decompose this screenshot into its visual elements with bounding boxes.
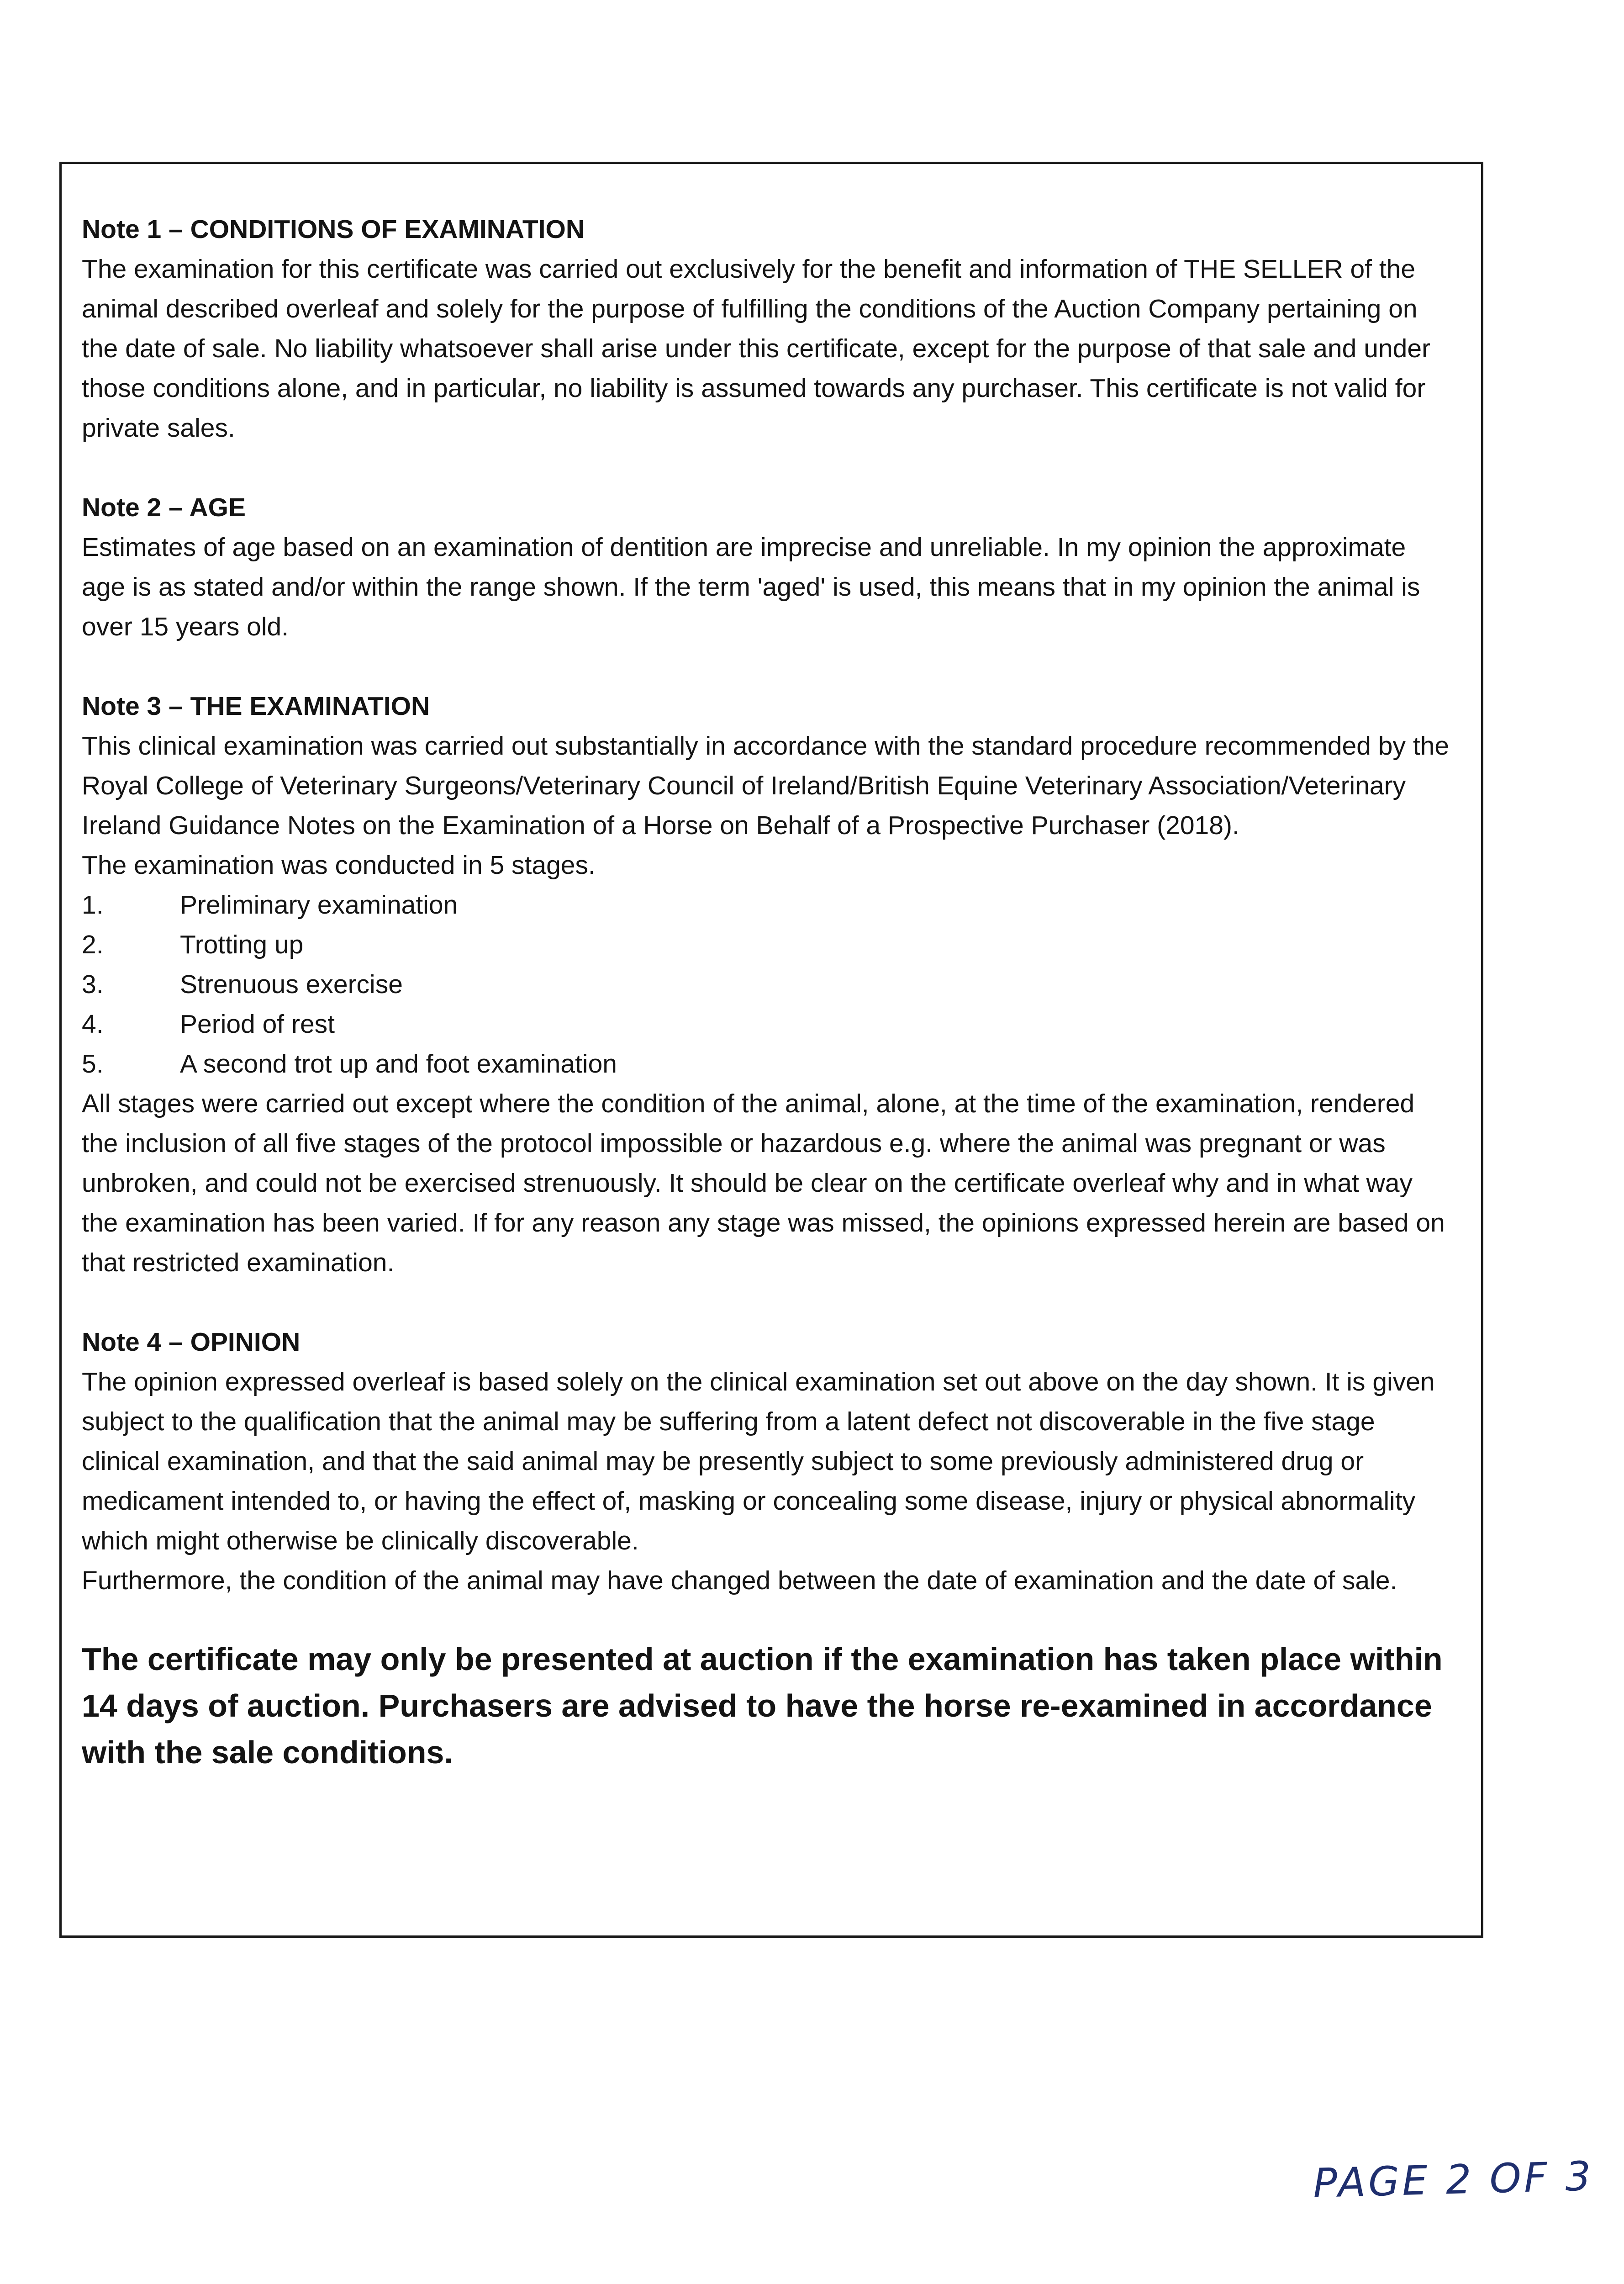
final-statement: The certificate may only be presented at auction if the examination has taken place within 14 days of auction. Purchasers are advised to have the horse re-examined in accordance with the sale conditions. (82, 1641, 1443, 1770)
note-1 (82, 210, 1452, 448)
note-1-heading: Note 1 – CONDITIONS OF EXAMINATION (82, 215, 585, 244)
stage-label: Trotting up (180, 930, 304, 959)
stage-item (82, 1005, 1452, 1044)
stage-list (82, 885, 1452, 1084)
stage-item (82, 1044, 1452, 1084)
note-2-heading: Note 2 – AGE (82, 493, 246, 522)
note-3-intro: This clinical examination was carried out substantially in accordance with the standard procedure recommended by the Royal College of Veterinary Surgeons/Veterinary Council of Ireland/British Equine Veterinary Association/Veterinary Ireland Guidance Notes on the Examination of a Horse on Behalf of a Prospective Purchaser (2018). (82, 731, 1450, 840)
stage-label: Period of rest (180, 1010, 335, 1039)
stage-label: Preliminary examination (180, 890, 458, 920)
note-2 (82, 488, 1452, 647)
stage-number: 2. (82, 930, 104, 959)
note-3 (82, 687, 1452, 1283)
note-1-body: The examination for this certificate was carried out exclusively for the benefit and information of THE SELLER of the animal described overleaf and solely for the purpose of fulfilling the conditions of the Auction Company pertaining on the date of sale. No liability whatsoever shall arise under this certificate, except for the purpose of that sale and under those conditions alone, and in particular, no liability is assumed towards any purchaser. This certificate is not valid for private sales. (82, 254, 1431, 443)
conditions-content (82, 210, 1452, 1776)
note-4-heading: Note 4 – OPINION (82, 1327, 301, 1357)
note-4-body-2: Furthermore, the condition of the animal may have changed between the date of examination and the date of sale. (82, 1566, 1397, 1595)
stage-item (82, 965, 1452, 1005)
stage-item (82, 925, 1452, 965)
note-3-stages-intro: The examination was conducted in 5 stages. (82, 851, 596, 880)
note-4 (82, 1322, 1452, 1601)
stage-item (82, 885, 1452, 925)
note-3-heading: Note 3 – THE EXAMINATION (82, 692, 430, 721)
conditions-box (59, 162, 1483, 1938)
stage-number: 1. (82, 890, 104, 920)
stage-number: 4. (82, 1010, 104, 1039)
stage-label: Strenuous exercise (180, 970, 403, 999)
stage-label: A second trot up and foot examination (180, 1049, 617, 1079)
handwritten-page-number: PAGE 2 OF 3 (1312, 2152, 1594, 2207)
stage-number: 3. (82, 970, 104, 999)
note-3-outro: All stages were carried out except where the condition of the animal, alone, at the time of the examination, rendered the inclusion of all five stages of the protocol impossible or hazardous e.g. where the animal was pregnant or was unbroken, and could not be exercised strenuously. It should be clear on the certificate overleaf why and in what way the examination has been varied. If for any reason any stage was missed, the opinions expressed herein are based on that restricted examination. (82, 1089, 1445, 1277)
stage-number: 5. (82, 1049, 104, 1079)
note-2-body: Estimates of age based on an examination of dentition are imprecise and unreliable. In my opinion the approximate age is as stated and/or within the range shown. If the term 'aged' is used, this means that in my opinion the animal is over 15 years old. (82, 533, 1420, 641)
note-4-body: The opinion expressed overleaf is based solely on the clinical examination set out above on the day shown. It is given subject to the qualification that the animal may be suffering from a latent defect not discoverable in the five stage clinical examination, and that the said animal may be presently subject to some previously administered drug or medicament intended to, or having the effect of, masking or concealing some disease, injury or physical abnormality which might otherwise be clinically discoverable. (82, 1367, 1435, 1555)
